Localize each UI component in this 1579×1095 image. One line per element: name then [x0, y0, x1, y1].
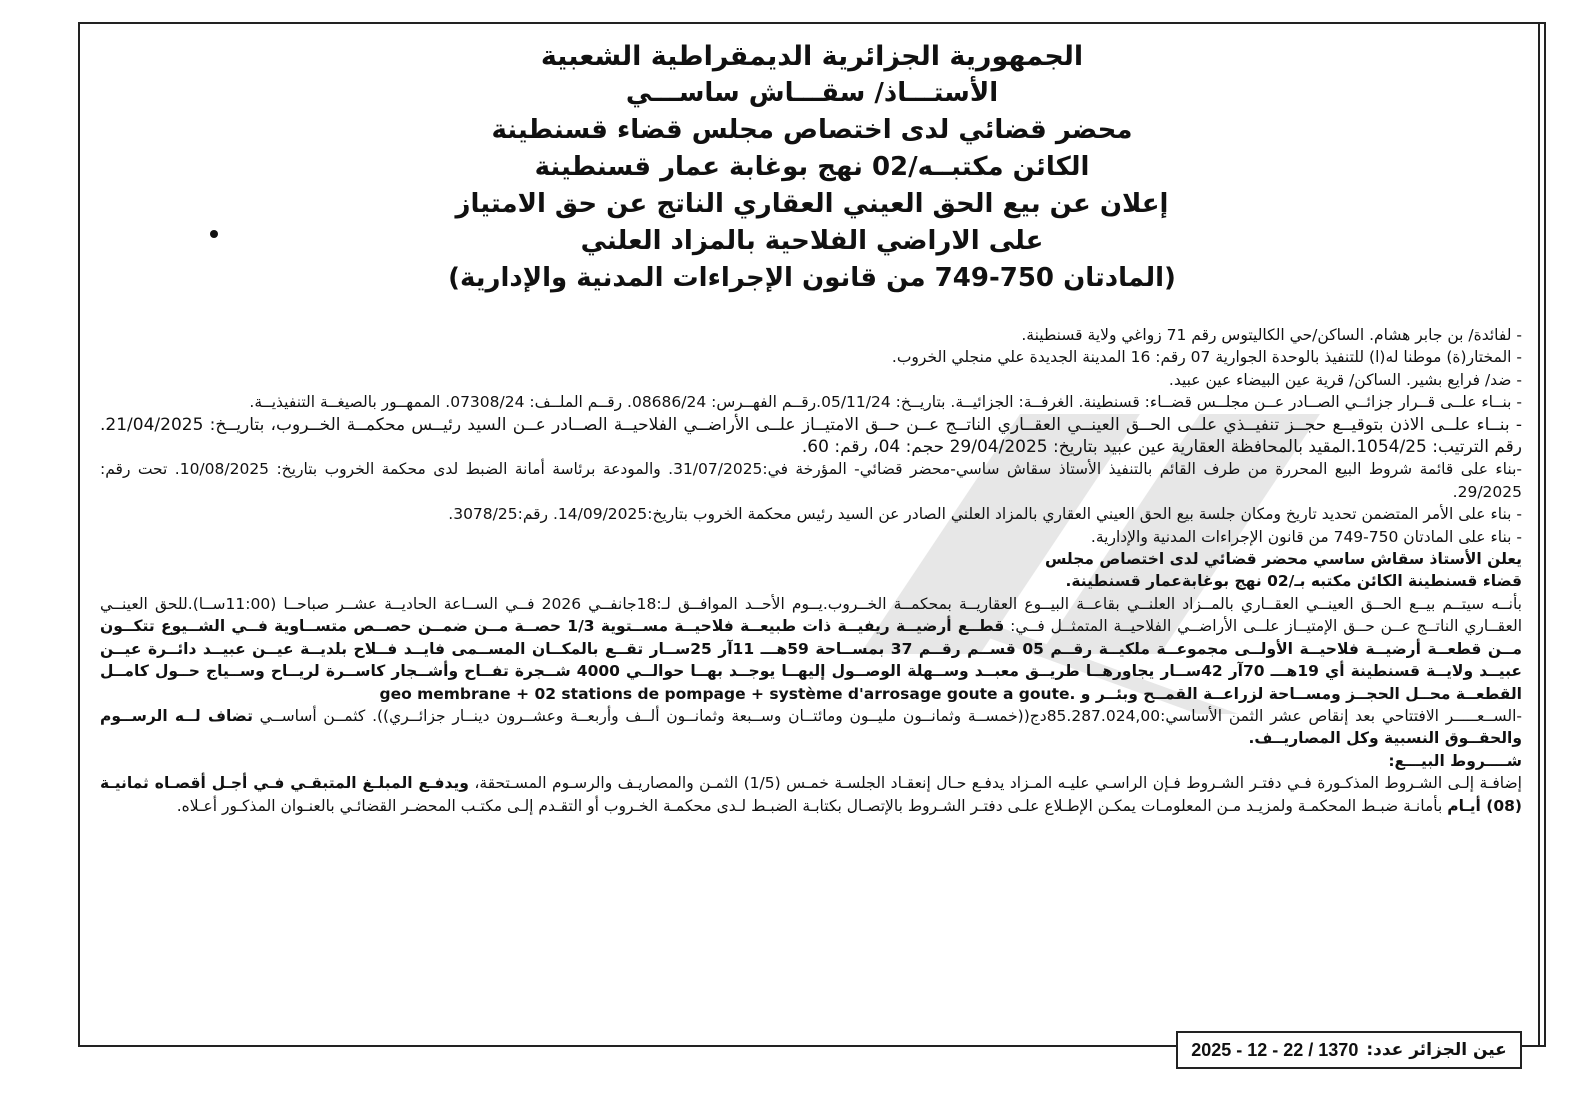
announcement-frame	[78, 22, 1546, 1047]
sale-conditions-part1: إضافـة إلـى الشـروط المذكـورة فـي دفتـر الشـروط فـإن الراسـي عليـه المـزاد يدفـع حـال إنعقـاد الجلسـة خمـس (1/5) الثمـن والمصاريـف والرسـوم المسـتحقة،	[468, 774, 1522, 793]
against-line: - ضد/ فرايع بشير. الساكن/ قرية عين البيضاء عين عبيد.	[1168, 370, 1522, 389]
seizure-authorization-line: - بنــاء علــى الاذن بتوقيــع حجــز تنفيــذي علــى الحــق العينــي العقــاري الناتــج عــن حــق الامتيــاز علــى الأراضــي الفلاحيــة الصــادر عــن السيد رئيــس محكمــة الخــروب، بتاريــخ: 21/04/2025. رقم الترتيب: 1054/25.المقيد بالمحافظة العقارية عين عبيد بتاريخ: 29/04/2025 حجم: 04، رقم: 60.	[100, 414, 1522, 458]
sale-conditions-heading: شــــروط البيـــع:	[1388, 751, 1522, 770]
header-bailiff-title: محضر قضائي لدى اختصاص مجلس قضاء قسنطينة	[491, 115, 1133, 145]
beneficiary-line: - لفائدة/ بن جابر هشام. الساكن/حي الكاليتوس رقم 71 زواغي ولاية قسنطينة.	[1021, 326, 1522, 344]
announcer-address-line: قضاء قسنطينة الكائن مكتبه بـ/02 نهج بوغابةعمار قسنطينة.	[1065, 572, 1522, 591]
footer-label: عين الجزائر عدد:	[1366, 1040, 1507, 1060]
sale-conditions-paragraph	[100, 772, 1522, 817]
announcer-line: يعلن الأستاذ سقاش ساسي محضر قضائي لدى اختصاص مجلس	[1045, 550, 1522, 569]
opening-price-text: -الســعـــــر الافتتاحي بعد إنقاص عشر الثمن الأساسي:85.287.024,00دج((خمســة وثمانــون مليــون ومائتــان وســبعة وثمانــون ألــف وأربعــة وعشــرون دينــار جزائــري)). كثمــن أساســي	[252, 706, 1522, 725]
sale-details-property: قطــع أرضيــة ريفيــة ذات طبيعــة فلاحيــة مســتوية 1/3 حصــة مــن ضمــن حصــص متســاوية فــي الشــيوع تتكــون مــن قطعــة أرضيــة فلاحيــة الأولــى مجموعــة ملكيــة رقــم 05 قســم رقــم 37 بمســاحة 59هـــ 11آر 25ســار تقــع بالمكــان المســمى فايــد فــلاح بلديــة عيــن عبيــد دائــرة عيــن عبيــد ولايــة قسنطينة أي 19هـــ 70آر 42ســار يجاورهــا طريــق معبــد وســهلة الوصــول إليهــا يوجــد بهــا حوالــي 4000 شــجرة تفــاح وأشــجار كاســرة لريــاح وســياج حــول كامــل القطعــة محــل الحجــز ومســاحة لزراعــة القمــح وبئــر و	[100, 617, 1523, 703]
header-republic: الجمهورية الجزائرية الديمقراطية الشعبية	[540, 41, 1084, 72]
sale-details-paragraph	[100, 593, 1522, 705]
court-decision-line: - بنــاء علــى قــرار جزائــي الصــادر عــن مجلــس قضــاء: قسنطينة. الغرفــة: الجزائيــة. بتاريــخ: 05/11/24.رقــم الفهــرس: 08686/24. رقــم الملــف: 07308/24. الممهــور بالصيغــة التنفيذيــة.	[249, 393, 1522, 412]
sale-details-equipment: geo membrane + 02 stations de pompage + système d'arrosage goute a goute.	[379, 684, 1076, 703]
header-legal-articles: (المادتان 750-749 من قانون الإجراءات المدنية والإدارية)	[448, 263, 1176, 293]
chosen-domicile-line: - المختار(ة) موطنا له(ا) للتنفيذ بالوحدة الجوارية 07 رقم: 16 المدينة الجديدة علي منجلي الخروب.	[891, 348, 1522, 367]
header-office-address: الكائن مكتبــه/02 نهج بوغابة عمار قسنطينة	[534, 152, 1090, 182]
opening-price-fees: تضاف لــه الرســوم والحقــوق النسبية وكل المصاريــف.	[100, 706, 1522, 748]
header-announcement-subtitle: على الاراضي الفلاحية بالمزاد العلني	[580, 226, 1044, 256]
header-bailiff-name: الأستـــاذ/ سقـــاش ساســـي	[625, 78, 999, 108]
sale-details-intro: بأنــه سيتــم بيــع الحــق العينــي العقــاري بالمــزاد العلنــي بقاعــة البيــوع العقاريــة بمحكمــة الخــروب.يــوم الأحــد الموافــق لـ:18جانفــي 2026 فــي الســاعة الحاديــة عشــر صباحــا (11:00ســا).للحق العينــي العقــاري الناتــج عــن حــق الإمتيــاز علــى الأراضــي الفلاحيــة المتمثــل فــي:	[100, 594, 1522, 636]
conditions-list-line: -بناء على قائمة شروط البيع المحررة من طرف القائم بالتنفيذ الأستاذ سقاش ساسي-محضر قضائي- المؤرخة في:31/07/2025. والمودعة برئاسة أمانة الضبط لدى محكمة الخروب بتاريخ: 10/08/2025. تحت رقم: 29/2025.	[100, 460, 1522, 501]
hearing-order-line: - بناء على الأمر المتضمن تحديد تاريخ ومكان جلسة بيع الحق العيني العقاري بالمزاد العلني الصادر عن السيد رئيس محكمة الخروب بتاريخ:14/09/2025. رقم:3078/25.	[448, 505, 1522, 524]
legal-articles-line: - بناء على المادتان 750-749 من قانون الإجراءات المدنية والإدارية.	[1090, 527, 1522, 546]
sale-conditions-part2: بأمانـة ضبـط المحكمـة ولمزيـد مـن المعلومـات يمكـن الإطـلاع علـى دفتـر الشـروط بالإتصـال بكتابـة الضبـط لـدى محكمـة الخـروب أو التقـدم إلـى مكتـب المحضـر القضائـي بالعنـوان المذكـور أعـلاه.	[176, 796, 1448, 815]
sale-conditions-deadline: ويدفـع المبلـغ المتبقـي فـي أجـل أقصـاه ثمانيـة (08) أيـام	[100, 774, 1522, 815]
announcement-header	[80, 38, 1544, 297]
opening-price-paragraph	[100, 705, 1522, 750]
publication-footer	[1176, 1031, 1522, 1069]
announcement-body	[100, 324, 1522, 817]
footer-issue-number: 2025 - 12 - 22 / 1370	[1191, 1039, 1359, 1060]
header-announcement-title: إعلان عن بيع الحق العيني العقاري الناتج عن حق الامتياز	[455, 189, 1169, 219]
